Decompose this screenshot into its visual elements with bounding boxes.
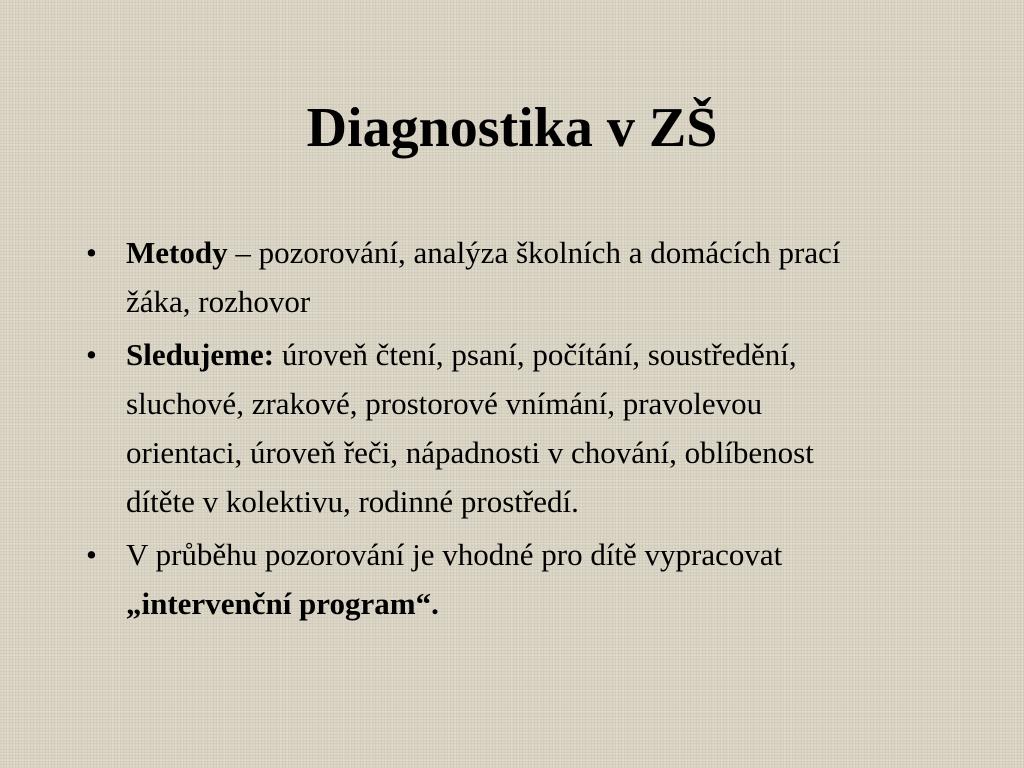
bullet-icon: • (86, 337, 97, 372)
methods-text: – pozorování, analýza školních a domácích prací žáka, rozhovor (126, 235, 841, 319)
bullet-item-methods (84, 228, 844, 326)
slide-title: Diagnostika v ZŠ (306, 97, 718, 159)
intervention-text: V průběhu pozorování je vhodné pro dítě vypracovat (126, 537, 783, 572)
bullet-list (84, 228, 844, 632)
bullet-icon: • (86, 537, 97, 572)
bullet-icon: • (86, 235, 97, 270)
observed-heading: Sledujeme: (126, 337, 275, 372)
bullet-item-observed (84, 330, 844, 526)
intervention-program: „intervenční program“. (126, 586, 439, 621)
bullet-item-intervention (84, 530, 844, 628)
observed-text: úroveň čtení, psaní, počítání, soustředění, sluchové, zrakové, prostorové vnímání, pravolevou orientaci, úroveň řeči, nápadnosti v chování, oblíbenost dítěte v kolektivu, rodinné prostředí. (126, 337, 814, 519)
methods-heading: Metody (126, 235, 228, 270)
